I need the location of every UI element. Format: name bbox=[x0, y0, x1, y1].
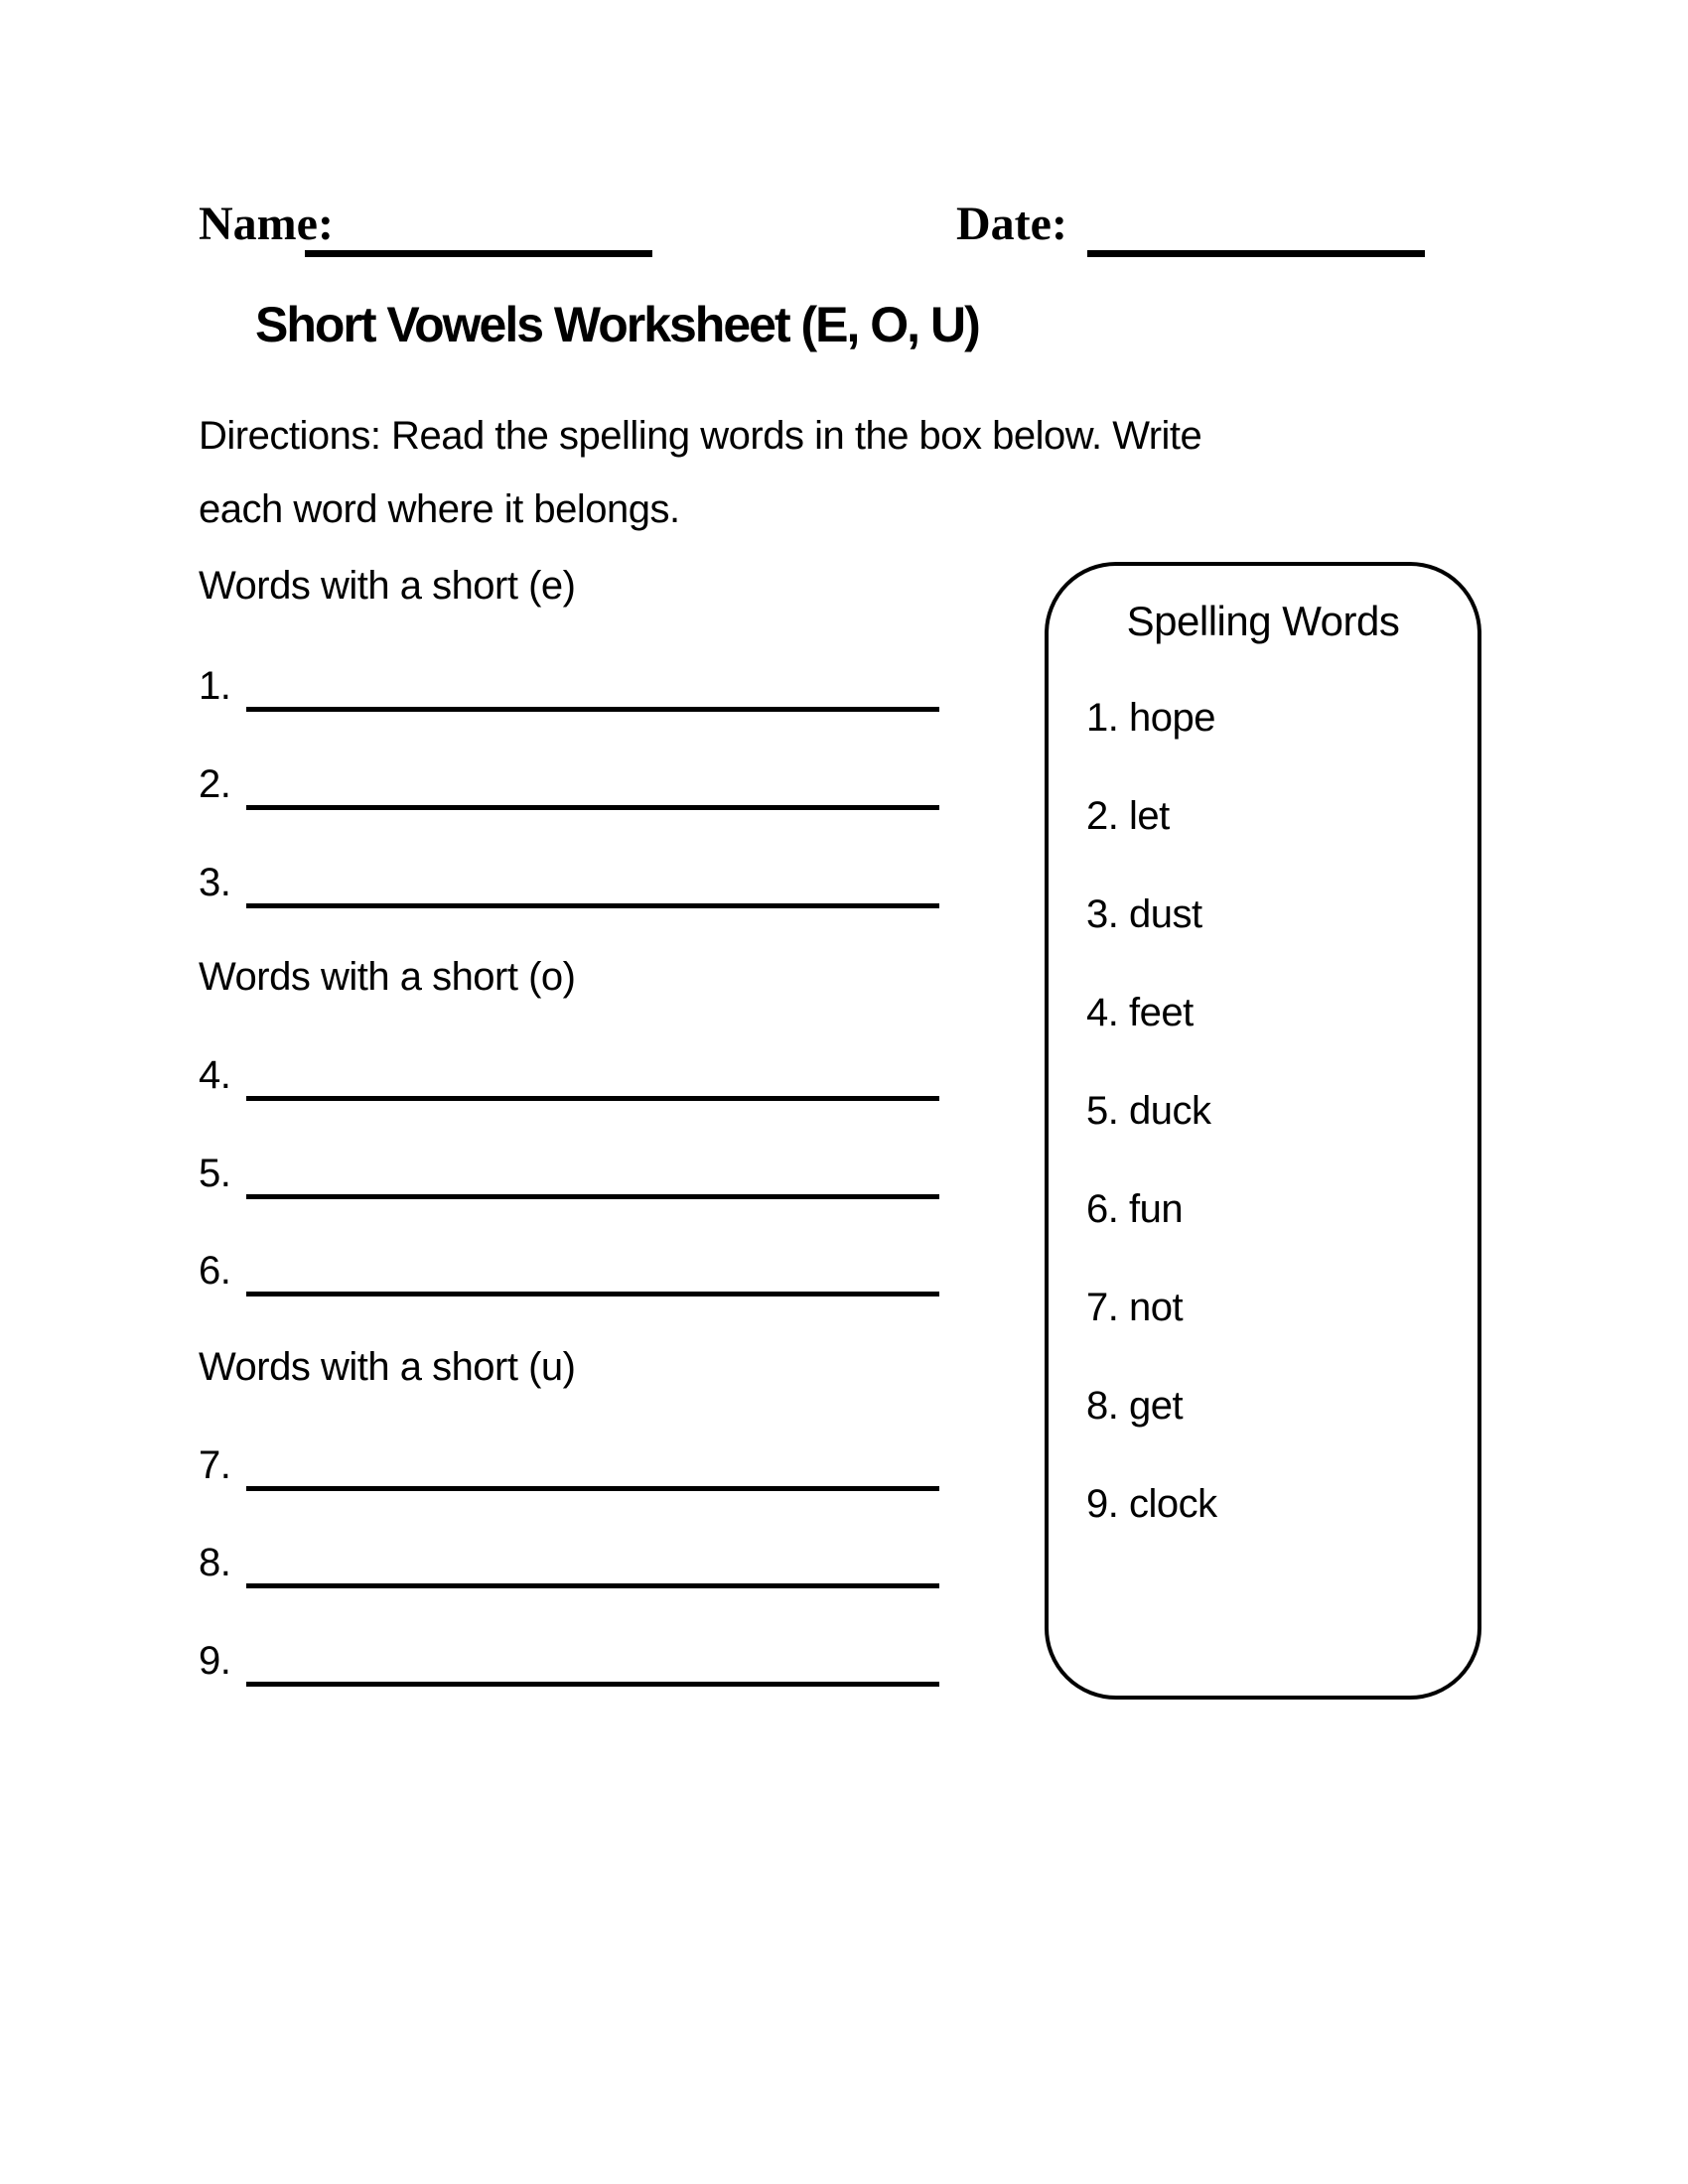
blank-line-5 bbox=[246, 1194, 939, 1199]
spelling-word-item-1: 1. hope bbox=[1086, 696, 1215, 740]
section-heading-short-o: Words with a short (o) bbox=[199, 955, 576, 999]
blank-line-8 bbox=[246, 1583, 939, 1588]
blank-line-6 bbox=[246, 1292, 939, 1297]
worksheet-title: Short Vowels Worksheet (E, O, U) bbox=[255, 297, 979, 352]
blank-number-9: 9. bbox=[199, 1639, 231, 1683]
date-label: Date: bbox=[956, 198, 1067, 250]
spelling-word-item-3: 3. dust bbox=[1086, 892, 1202, 936]
section-heading-short-e: Words with a short (e) bbox=[199, 564, 576, 608]
blank-line-2 bbox=[246, 805, 939, 810]
blank-line-1 bbox=[246, 707, 939, 712]
spelling-word-item-7: 7. not bbox=[1086, 1286, 1184, 1329]
spelling-word-item-8: 8. get bbox=[1086, 1384, 1184, 1428]
blank-number-8: 8. bbox=[199, 1541, 231, 1584]
spelling-word-item-4: 4. feet bbox=[1086, 991, 1194, 1034]
section-heading-short-u: Words with a short (u) bbox=[199, 1345, 576, 1389]
directions-line-2: each word where it belongs. bbox=[199, 487, 680, 531]
blank-number-3: 3. bbox=[199, 861, 231, 904]
spelling-word-item-5: 5. duck bbox=[1086, 1089, 1211, 1133]
directions-line-1: Directions: Read the spelling words in the box below. Write bbox=[199, 414, 1202, 458]
blank-number-5: 5. bbox=[199, 1152, 231, 1195]
blank-number-7: 7. bbox=[199, 1443, 231, 1487]
name-label: Name: bbox=[199, 198, 334, 250]
blank-line-3 bbox=[246, 903, 939, 908]
blank-number-1: 1. bbox=[199, 664, 231, 708]
blank-number-6: 6. bbox=[199, 1249, 231, 1293]
spelling-word-item-6: 6. fun bbox=[1086, 1187, 1184, 1231]
blank-line-7 bbox=[246, 1486, 939, 1491]
spelling-word-item-9: 9. clock bbox=[1086, 1482, 1217, 1526]
spelling-words-title: Spelling Words bbox=[1126, 598, 1400, 644]
date-blank-line bbox=[1087, 250, 1425, 257]
blank-number-2: 2. bbox=[199, 762, 231, 806]
name-blank-line bbox=[305, 250, 652, 257]
directions-text bbox=[199, 399, 1201, 546]
spelling-word-item-2: 2. let bbox=[1086, 794, 1170, 838]
blank-line-4 bbox=[246, 1096, 939, 1101]
blank-line-9 bbox=[246, 1682, 939, 1687]
spelling-words-box bbox=[1045, 562, 1481, 1700]
blank-number-4: 4. bbox=[199, 1053, 231, 1097]
